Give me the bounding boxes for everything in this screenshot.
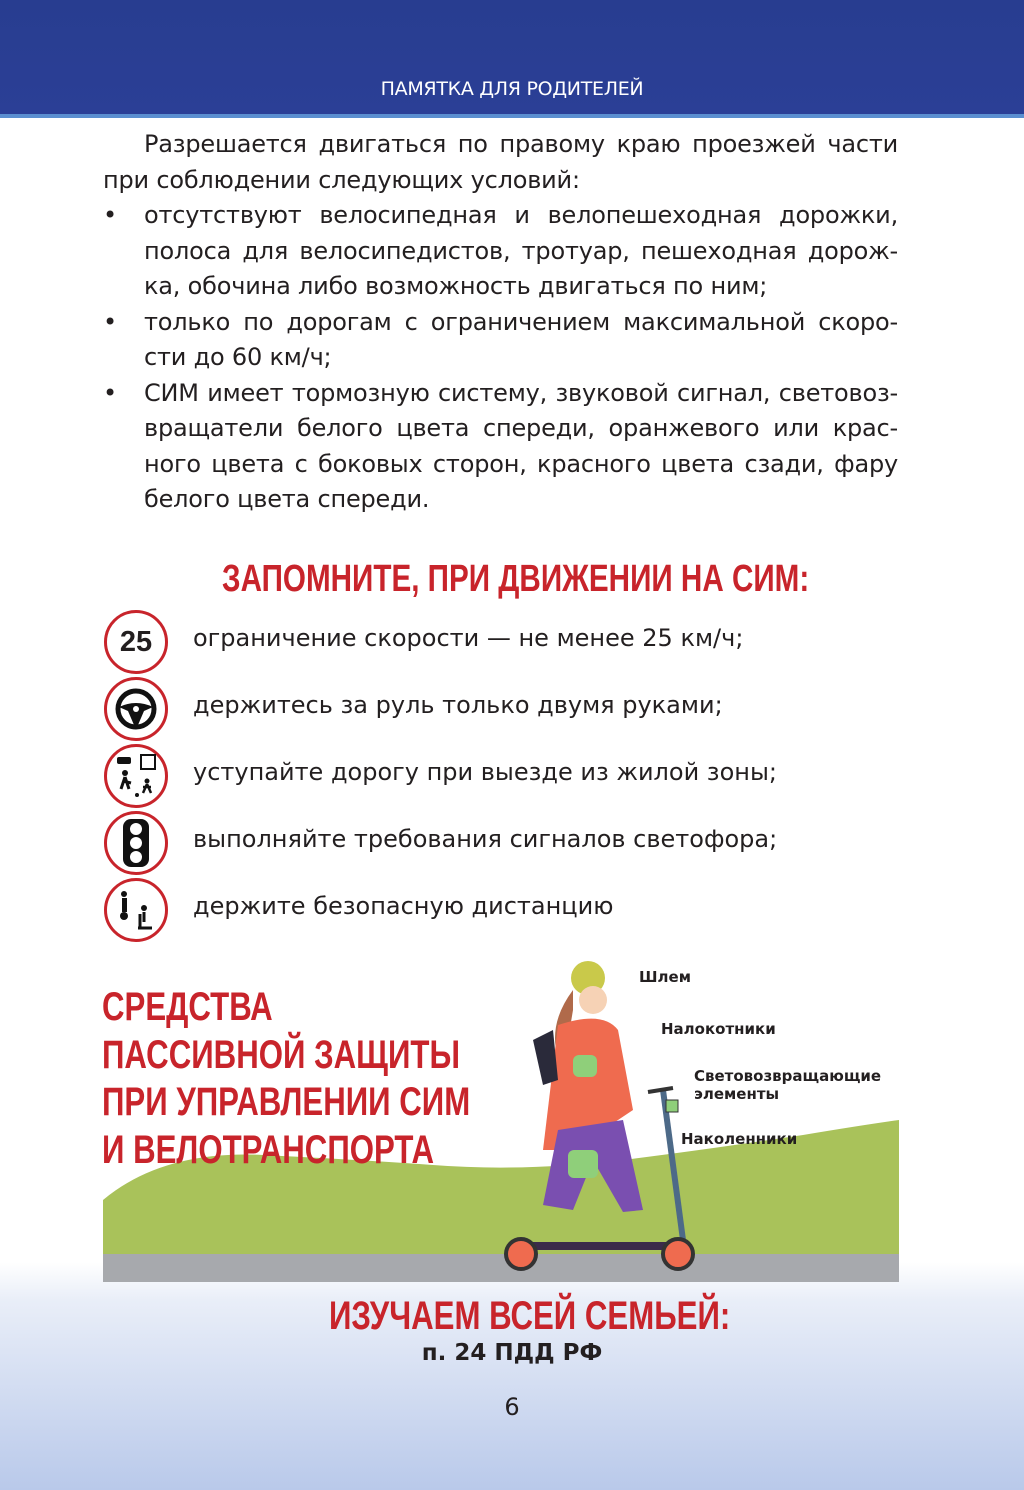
text-line: вращатели белого цвета спереди, оранжевого или крас-: [144, 414, 898, 442]
text-line: ка, обочина либо возможность двигаться по ним;: [144, 272, 768, 300]
footer-subtitle: п. 24 ПДД РФ: [421, 1340, 603, 1366]
rule-item: [104, 744, 777, 808]
rule-text: держите безопасную дистанцию: [193, 892, 614, 920]
text-line: белого цвета спереди.: [144, 485, 430, 513]
header-bar: [0, 0, 1024, 118]
title-line: ПАССИВНОЙ ЗАЩИТЫ: [102, 1032, 460, 1077]
speed-limit-25-icon: 25: [104, 610, 168, 674]
rule-item: [104, 677, 723, 741]
title-line: ПРИ УПРАВЛЕНИИ СИМ: [102, 1080, 471, 1124]
rule-text: держитесь за руль только двумя руками;: [193, 691, 723, 719]
bullet-icon: •: [103, 201, 117, 229]
protection-title: [102, 984, 470, 1174]
text-line: Разрешается двигаться по правому краю проезжей части: [144, 130, 898, 158]
helmet-label: Шлем: [639, 968, 691, 986]
road: [103, 1254, 899, 1282]
rule-item: [104, 878, 614, 942]
title-line: СРЕДСТВА: [102, 985, 273, 1029]
bullet-icon: •: [103, 378, 117, 407]
knee-pads-label: Наколенники: [681, 1130, 798, 1148]
footer-title: ИЗУЧАЕМ ВСЕЙ СЕМЬЕЙ:: [329, 1294, 731, 1338]
steering-wheel-icon: [104, 677, 168, 741]
text-line: при соблюдении следующих условий:: [103, 165, 580, 194]
rule-text: уступайте дорогу при выезде из жилой зоны;: [193, 758, 777, 786]
safe-distance-icon: [104, 878, 168, 942]
residential-zone-icon: [104, 744, 168, 808]
text-line: СИМ имеет тормозную систему, звуковой сигнал, световоз-: [144, 378, 898, 407]
rule-item: [104, 811, 778, 875]
page-number: 6: [504, 1393, 520, 1421]
text-line: отсутствуют велосипедная и велопешеходная дорожки,: [144, 201, 898, 229]
body-text: [103, 127, 898, 518]
elbow-pads-label: Налокотники: [661, 1020, 776, 1038]
reflective-elements-label: Световозвращающие элементы: [694, 1067, 882, 1103]
bullet-item: [103, 198, 898, 305]
rule-text: ограничение скорости — не менее 25 км/ч;: [193, 624, 744, 652]
text-line: полоса для велосипедистов, тротуар, пешеходная дорож-: [144, 236, 898, 265]
bullet-icon: •: [103, 307, 117, 336]
text-line: сти до 60 км/ч;: [144, 343, 332, 371]
bullet-item: [103, 305, 898, 376]
text-line: только по дорогам с ограничением максимальной скоро-: [144, 307, 898, 336]
header-title: ПАМЯТКА ДЛЯ РОДИТЕЛЕЙ: [380, 78, 644, 100]
bullet-item: [103, 376, 898, 518]
rule-text: выполняйте требования сигналов светофора;: [193, 825, 778, 853]
rule-item: [104, 610, 744, 674]
traffic-light-icon: [104, 811, 168, 875]
title-line: И ВЕЛОТРАНСПОРТА: [102, 1127, 435, 1172]
text-line: ного цвета с боковых сторон, красного цвета сзади, фару: [144, 449, 898, 478]
remember-title: ЗАПОМНИТЕ, ПРИ ДВИЖЕНИИ НА СИМ:: [222, 558, 810, 600]
